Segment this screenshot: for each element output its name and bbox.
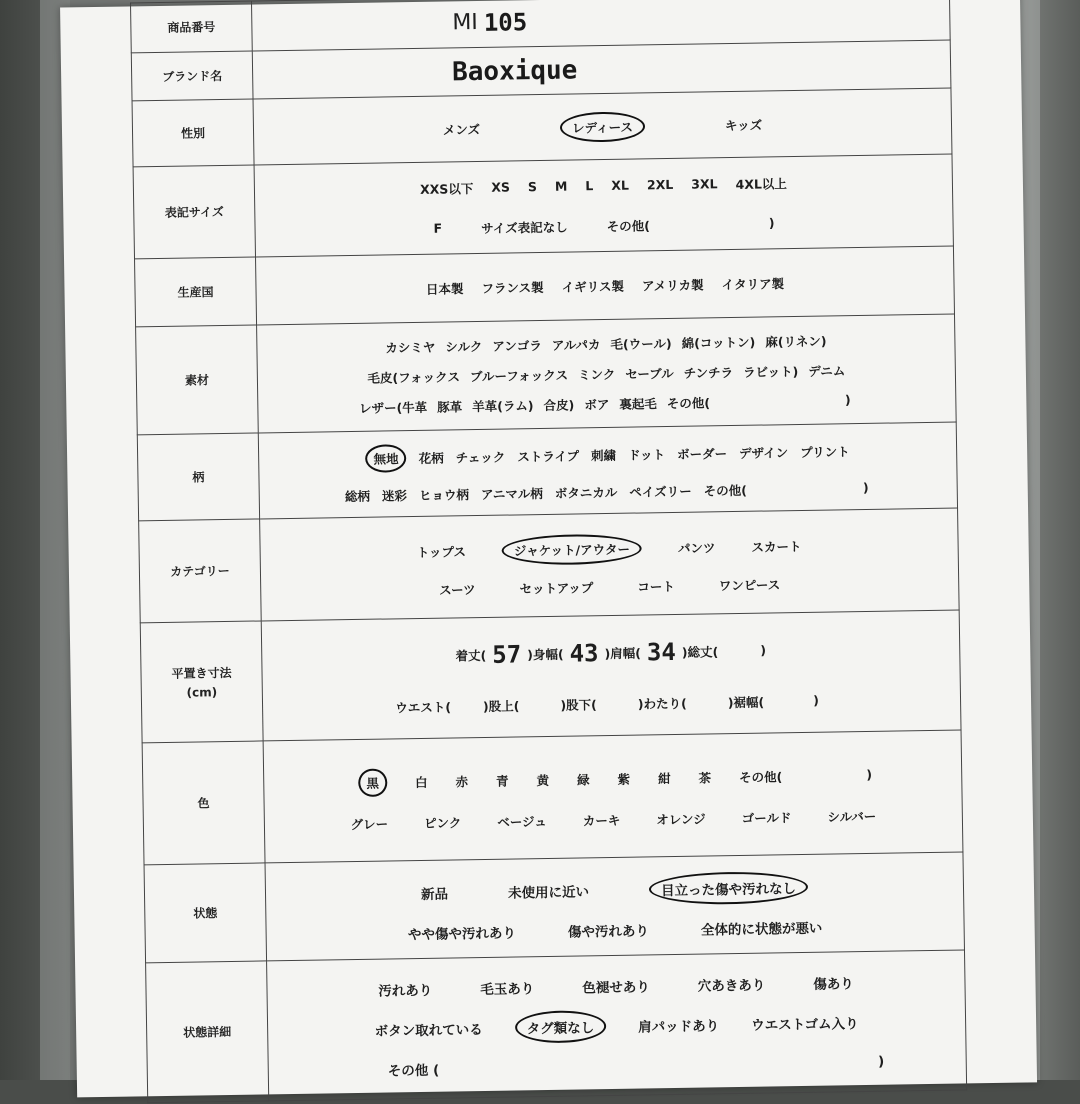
country-france: フランス製	[481, 279, 544, 296]
size-f: F	[433, 220, 443, 236]
row-measure	[140, 610, 961, 743]
condition-damage: 傷や汚れあり	[567, 922, 650, 941]
country-japan: 日本製	[425, 280, 464, 297]
condition-new: 新品	[420, 886, 449, 903]
measure-inseam: )股下(	[560, 696, 597, 713]
color-other: その他(	[738, 768, 783, 785]
material-pig: 豚革	[437, 398, 463, 415]
country-italy: イタリア製	[721, 275, 785, 292]
label-pattern: 柄	[137, 433, 259, 521]
condition-poor: 全体的に状態が悪い	[700, 920, 823, 939]
color-yellow: 黄	[536, 772, 550, 788]
size-none: サイズ表記なし	[481, 219, 568, 236]
size-xl: XL	[611, 177, 630, 193]
pattern-paisley: ペイズリー	[629, 483, 692, 500]
color-orange: オレンジ	[656, 810, 706, 827]
brand-value: Baoxique	[451, 54, 578, 87]
size-s: S	[527, 179, 538, 195]
category-coat: コート	[637, 578, 675, 595]
row-color	[142, 730, 963, 865]
material-cotton: 綿(コットン)	[681, 334, 756, 351]
label-product-number: 商品番号	[130, 1, 252, 53]
product-number-prefix: MI	[452, 9, 479, 36]
label-measure-unit: (cm)	[186, 685, 218, 700]
row-condition	[144, 852, 964, 963]
size-l: L	[585, 178, 594, 194]
measure-shoulder-label: )肩幅(	[604, 644, 642, 661]
material-chinchilla: チンチラ	[683, 364, 734, 381]
category-jacket-circled: ジャケット/アウター	[502, 533, 643, 565]
pattern-print: プリント	[800, 443, 850, 460]
material-linen: 麻(リネン)	[765, 333, 827, 350]
detail-pilling: 毛玉あり	[480, 980, 535, 998]
color-purple: 紫	[617, 771, 631, 787]
condition-near-unused: 未使用に近い	[507, 883, 590, 902]
material-synthetic: 合皮)	[543, 397, 575, 413]
label-measure: 平置き寸法	[171, 665, 232, 681]
material-wool: 毛(ウール)	[610, 335, 672, 352]
size-4xl: 4XL以上	[735, 175, 787, 192]
detail-fading: 色褪せあり	[582, 978, 650, 996]
material-fur-fox: 毛皮(フォックス	[367, 368, 461, 386]
material-cashmere: カシミヤ	[385, 339, 436, 355]
material-silk: シルク	[445, 338, 483, 355]
size-other-close: )	[768, 215, 775, 231]
country-uk: イギリス製	[561, 278, 624, 295]
pattern-animal: アニマル柄	[480, 485, 543, 502]
gender-mens: メンズ	[442, 121, 481, 138]
measure-thigh: )わたり(	[637, 695, 687, 712]
gender-ladies-circled: レディース	[560, 111, 645, 142]
category-setup: セットアップ	[519, 579, 594, 596]
measure-rise: )股上(	[482, 697, 520, 714]
measure-shoulder-value: 34	[646, 637, 677, 666]
label-material: 素材	[136, 325, 259, 435]
label-condition-detail: 状態詳細	[146, 961, 269, 1103]
detail-no-tag-circled: タグ類なし	[514, 1010, 606, 1043]
country-usa: アメリカ製	[641, 276, 704, 293]
material-denim: デニム	[808, 362, 846, 379]
detail-shoulder-pad: 肩パッドあり	[638, 1017, 720, 1036]
material-brushed: 裏起毛	[619, 395, 657, 412]
pattern-botanical: ボタニカル	[554, 484, 618, 501]
size-m: M	[554, 178, 568, 194]
pattern-floral: 花柄	[418, 450, 444, 466]
color-blue: 青	[495, 773, 509, 789]
color-red: 赤	[455, 773, 469, 789]
pattern-check: チェック	[455, 449, 506, 465]
pattern-border: ボーダー	[676, 445, 728, 462]
measure-body-label: )身幅(	[527, 646, 564, 662]
size-3xl: 3XL	[691, 176, 718, 192]
material-other-close: )	[844, 392, 851, 408]
color-gold: ゴールド	[741, 809, 792, 826]
color-beige: ベージュ	[497, 813, 547, 830]
pattern-other: その他(	[703, 482, 748, 498]
color-pink: ピンク	[423, 814, 462, 831]
gender-kids: キッズ	[724, 117, 763, 133]
measure-waist: ウエスト(	[395, 698, 452, 715]
condition-no-damage-circled: 目立った傷や汚れなし	[649, 870, 808, 904]
pattern-plain-circled: 無地	[365, 444, 406, 473]
detail-other: その他 (	[387, 1062, 440, 1080]
form-table	[130, 0, 967, 1103]
pattern-leopard: ヒョウ柄	[418, 486, 470, 503]
material-blue-fox: ブルーフォックス	[469, 367, 569, 384]
size-xxs: XXS以下	[419, 180, 474, 197]
category-pants: パンツ	[677, 539, 716, 556]
measure-body-value: 43	[569, 638, 599, 668]
color-brown: 茶	[698, 769, 712, 786]
pattern-stripe: ストライプ	[517, 447, 580, 464]
color-black-circled: 黒	[358, 768, 387, 796]
detail-other-close: )	[877, 1053, 885, 1070]
color-other-close: )	[866, 766, 873, 782]
pattern-design: デザイン	[738, 444, 789, 461]
label-country: 生産国	[135, 257, 257, 327]
measure-total-label: )総丈(	[681, 643, 719, 660]
row-category	[139, 508, 960, 623]
color-silver: シルバー	[827, 808, 877, 825]
label-brand: ブランド名	[131, 51, 253, 101]
category-suit: スーツ	[439, 581, 476, 598]
pattern-dot: ドット	[627, 446, 666, 463]
color-khaki: カーキ	[582, 812, 621, 828]
row-material	[136, 314, 957, 435]
label-gender: 性別	[132, 99, 254, 167]
material-mink: ミンク	[577, 366, 616, 382]
product-number-value: 105	[483, 7, 528, 37]
material-leather-cow: レザー(牛革	[358, 399, 428, 416]
row-size	[133, 154, 953, 259]
color-navy: 紺	[657, 770, 671, 786]
category-tops: トップス	[416, 543, 467, 560]
detail-scratch: 傷あり	[813, 975, 854, 993]
size-other: その他(	[606, 217, 650, 234]
category-onepiece: ワンピース	[718, 576, 781, 593]
label-category: カテゴリー	[139, 519, 262, 623]
row-country	[135, 246, 955, 327]
material-lamb: 羊革(ラム)	[472, 397, 534, 414]
pattern-allover: 総柄	[344, 488, 371, 504]
material-rabbit: ラビット)	[742, 363, 799, 380]
measure-length-value: 57	[492, 639, 522, 669]
material-boa: ボア	[584, 396, 610, 412]
pattern-camo: 迷彩	[381, 487, 408, 504]
color-green: 緑	[576, 771, 590, 788]
detail-stain: 汚れあり	[378, 982, 433, 1000]
detail-waist-elastic: ウエストゴム入り	[751, 1015, 859, 1034]
condition-some-damage: やや傷や汚れあり	[407, 924, 517, 943]
measure-hem: )裾幅(	[727, 694, 765, 710]
detail-button-missing: ボタン取れている	[374, 1021, 483, 1040]
pattern-other-close: )	[862, 479, 869, 495]
pattern-embroidery: 刺繍	[590, 447, 617, 463]
category-skirt: スカート	[751, 538, 802, 555]
row-pattern	[137, 422, 957, 521]
color-white: 白	[414, 774, 428, 790]
measure-length-label: 着丈(	[455, 647, 487, 663]
size-xs: XS	[491, 179, 511, 195]
material-other: その他(	[666, 394, 711, 411]
material-sable: セーブル	[625, 365, 674, 382]
size-2xl: 2XL	[646, 176, 674, 193]
label-color: 色	[142, 741, 265, 865]
label-condition: 状態	[144, 863, 267, 963]
measure-hem-close: )	[813, 692, 819, 708]
material-alpaca: アルパカ	[551, 336, 601, 353]
product-form-sheet	[60, 0, 1037, 1097]
measure-total-close: )	[760, 642, 767, 658]
detail-hole: 穴あきあり	[697, 977, 766, 995]
color-gray: グレー	[350, 815, 389, 832]
material-angora: アンゴラ	[492, 337, 542, 354]
label-size: 表記サイズ	[133, 165, 255, 259]
